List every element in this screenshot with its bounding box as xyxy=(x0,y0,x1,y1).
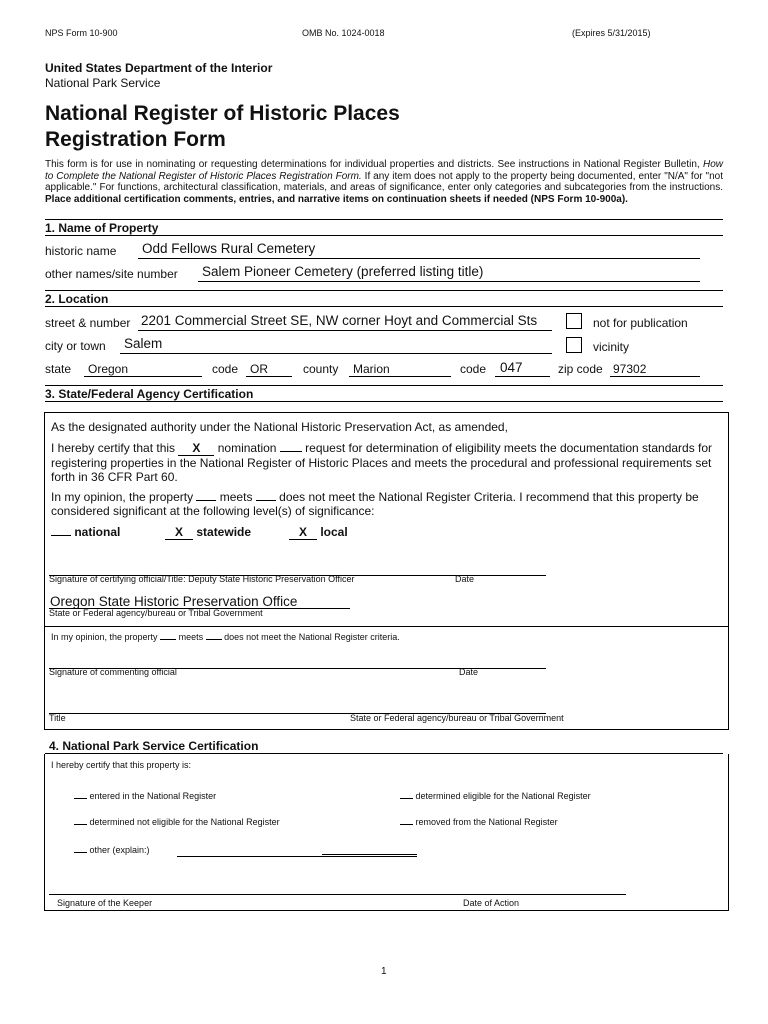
certify-text-c: request for determination of eligibility meets the documentation standards for registering properties in the National Register of Historic Places and meets the procedural and professional requirements set forth in 36 CFR Part 60. xyxy=(51,441,713,484)
significance-local xyxy=(289,525,348,540)
other-label: other (explain:) xyxy=(89,845,150,855)
state-field[interactable] xyxy=(84,362,202,377)
page-title xyxy=(45,101,400,153)
authority-statement: As the designated authority under the National Historic Preservation Act, as amended, xyxy=(51,420,508,434)
opinion-text-a: In my opinion, the property xyxy=(51,490,194,504)
national-mark[interactable] xyxy=(51,535,71,536)
not-for-publication-label: not for publication xyxy=(593,316,688,330)
opinion-text-c: does not meet the National Register Criteria. I recommend that this property be considered significant at the following level(s) of significance: xyxy=(51,490,699,518)
page-number: 1 xyxy=(381,966,387,977)
county-field[interactable] xyxy=(349,362,451,377)
office-value: Oregon State Historic Preservation Office xyxy=(50,594,298,609)
option-not-eligible xyxy=(74,817,280,827)
city-field[interactable] xyxy=(120,336,552,354)
section3-divider xyxy=(44,626,729,627)
section4-heading: 4. National Park Service Certification xyxy=(49,739,259,753)
commenting-meets-mark[interactable] xyxy=(160,639,176,640)
section1-heading: 1. Name of Property xyxy=(45,221,159,235)
determined-eligible-mark[interactable] xyxy=(400,798,413,799)
certifying-date-label: Date xyxy=(455,574,475,584)
zip-label: zip code xyxy=(558,362,603,376)
commenting-date-label: Date xyxy=(459,667,479,677)
section3-heading: 3. State/Federal Agency Certification xyxy=(45,387,254,401)
request-mark[interactable] xyxy=(280,451,302,452)
significance-national xyxy=(51,525,120,539)
instructions-text-1: This form is for use in nominating or requesting determinations for individual properties and districts. See instructions in National Register Bulletin, xyxy=(45,159,703,170)
historic-name-label: historic name xyxy=(45,244,117,258)
determined-eligible-label: determined eligible for the National Register xyxy=(415,791,591,801)
opinion2-text-a: In my opinion, the property xyxy=(51,632,158,642)
other-names-field[interactable] xyxy=(198,264,700,282)
commenting-opinion xyxy=(51,632,400,642)
local-mark[interactable]: X xyxy=(289,525,317,540)
keeper-signature-label: Signature of the Keeper xyxy=(57,898,153,908)
entered-label: entered in the National Register xyxy=(89,791,217,801)
certify-text-b: nomination xyxy=(217,441,277,455)
city-value: Salem xyxy=(124,336,163,351)
date-of-action-label: Date of Action xyxy=(463,898,520,908)
significance-statewide xyxy=(165,525,251,540)
other-mark[interactable] xyxy=(74,852,87,853)
title-label: Title xyxy=(49,713,66,723)
county-value: Marion xyxy=(353,362,390,376)
statewide-mark[interactable]: X xyxy=(165,525,193,540)
city-label: city or town xyxy=(45,339,106,353)
commenting-does-not-meet-mark[interactable] xyxy=(206,639,222,640)
section2-heading: 2. Location xyxy=(45,292,109,306)
not-for-publication-checkbox[interactable] xyxy=(566,313,582,329)
agency2-label: State or Federal agency/bureau or Tribal Government xyxy=(350,713,564,723)
commenting-signature-label: Signature of commenting official xyxy=(49,667,177,677)
nomination-mark[interactable]: X xyxy=(178,441,214,456)
section1-bottom-rule xyxy=(45,235,723,236)
opinion-statement xyxy=(51,490,721,518)
service: National Park Service xyxy=(45,76,161,90)
instructions-text-2: If any item does not apply to the property being documented, enter "N/A" for "not applicable." For functions, architectural classification, materials, and areas of significance, enter only categories and subcategories from the instructions. xyxy=(45,170,723,193)
expiration: (Expires 5/31/2015) xyxy=(572,28,651,38)
state-code-label: code xyxy=(212,362,239,376)
agency-label: State or Federal agency/bureau or Tribal Government xyxy=(49,608,263,618)
option-entered xyxy=(74,791,216,801)
local-label: local xyxy=(320,525,348,539)
county-label: county xyxy=(303,362,339,376)
removed-label: removed from the National Register xyxy=(415,817,558,827)
street-field[interactable] xyxy=(138,313,552,331)
other-explain-line-2[interactable] xyxy=(322,854,417,855)
section2-top-rule xyxy=(45,290,723,291)
title-line-1: National Register of Historic Places xyxy=(45,102,400,125)
state-code-field[interactable] xyxy=(246,362,292,377)
option-removed xyxy=(400,817,558,827)
department: United States Department of the Interior xyxy=(45,61,273,75)
section3-top-rule xyxy=(45,385,723,386)
county-code-label: code xyxy=(460,362,487,376)
section3-bottom-rule xyxy=(45,401,723,402)
opinion2-text-c: does not meet the National Register criteria. xyxy=(224,632,400,642)
does-not-meet-mark[interactable] xyxy=(256,500,276,501)
section4-box xyxy=(44,754,729,911)
historic-name-field[interactable] xyxy=(138,241,700,259)
keeper-intro: I hereby certify that this property is: xyxy=(51,760,192,770)
zip-field[interactable] xyxy=(610,362,700,377)
instructions-bold: Place additional certification comments, entries, and narrative items on continuation sheets if needed (NPS Form 10-900a). xyxy=(45,193,628,205)
certify-text-a: I hereby certify that this xyxy=(51,441,176,455)
section2-bottom-rule xyxy=(45,306,723,307)
street-label: street & number xyxy=(45,316,131,330)
other-names-label: other names/site number xyxy=(45,267,178,281)
omb-number: OMB No. 1024-0018 xyxy=(302,28,385,38)
certify-statement xyxy=(51,441,721,484)
option-other xyxy=(74,845,150,855)
option-determined-eligible xyxy=(400,791,591,801)
county-code-field[interactable] xyxy=(495,360,550,377)
historic-name-value: Odd Fellows Rural Cemetery xyxy=(142,241,316,256)
street-value: 2201 Commercial Street SE, NW corner Hoyt and Commercial Sts xyxy=(141,313,538,328)
state-code-value: OR xyxy=(250,362,268,376)
other-explain-line[interactable] xyxy=(177,856,417,857)
instructions xyxy=(45,159,723,205)
not-eligible-label: determined not eligible for the National Register xyxy=(89,817,280,827)
not-eligible-mark[interactable] xyxy=(74,824,87,825)
state-label: state xyxy=(45,362,72,376)
form-number: NPS Form 10-900 xyxy=(45,28,118,38)
opinion-text-b: meets xyxy=(219,490,253,504)
vicinity-label: vicinity xyxy=(593,340,630,354)
national-label: national xyxy=(74,525,121,539)
keeper-signature-line[interactable] xyxy=(49,894,626,895)
certifying-signature-label: Signature of certifying official/Title: Deputy State Historic Preservation Officer xyxy=(49,574,355,584)
section1-top-rule xyxy=(45,219,723,220)
meets-mark[interactable] xyxy=(196,500,216,501)
statewide-label: statewide xyxy=(196,525,252,539)
other-names-value: Salem Pioneer Cemetery (preferred listing title) xyxy=(202,264,484,279)
zip-value: 97302 xyxy=(613,362,647,376)
state-value: Oregon xyxy=(88,362,129,376)
county-code-value: 047 xyxy=(500,360,523,375)
vicinity-checkbox[interactable] xyxy=(566,337,582,353)
entered-mark[interactable] xyxy=(74,798,87,799)
opinion2-text-b: meets xyxy=(178,632,204,642)
removed-mark[interactable] xyxy=(400,824,413,825)
title-line-2: Registration Form xyxy=(45,128,226,151)
instructions-bulletin-title: How to Complete the National Register of Historic Places Registration Form. xyxy=(45,159,723,182)
